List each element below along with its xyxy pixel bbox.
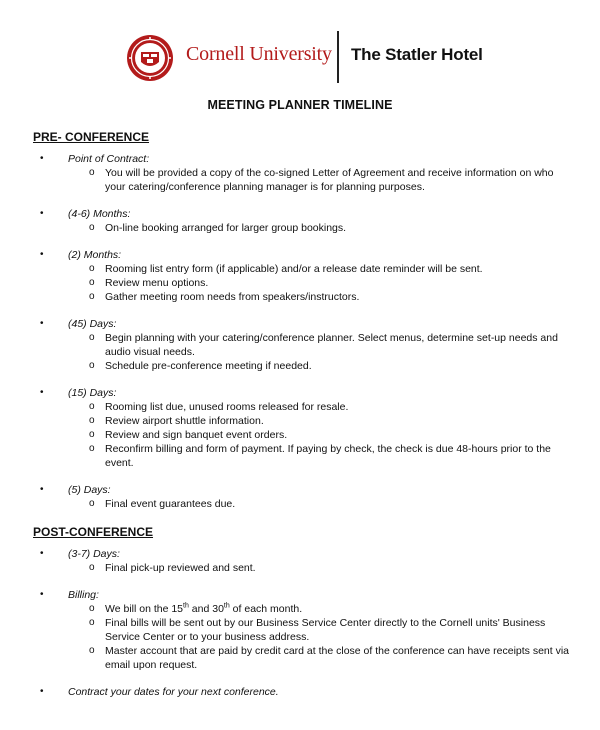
circle-bullet-icon: o [89, 562, 95, 573]
circle-bullet-icon: o [89, 401, 95, 412]
circle-bullet-icon: o [89, 167, 95, 178]
list-item [33, 616, 573, 644]
pre-conference-phases [33, 152, 573, 511]
list-item [33, 331, 573, 359]
bullet-icon: • [40, 548, 44, 559]
list-item-text: Final event guarantees due. [105, 498, 236, 510]
list-item [33, 221, 573, 235]
list-item [33, 400, 573, 414]
list-item [33, 262, 573, 276]
list-item-text: Final bills will be sent out by our Business Service Center directly to the Cornell units' Business Service Center or to your business address. [105, 617, 546, 643]
phase-items [33, 497, 573, 511]
list-item [33, 602, 573, 616]
phase-label [33, 685, 573, 699]
phase-items [33, 262, 573, 304]
post-conference-phases [33, 547, 573, 699]
timeline-phase [33, 588, 573, 672]
list-item [33, 276, 573, 290]
cornell-seal-icon [126, 34, 174, 82]
phase-items [33, 602, 573, 672]
list-item-text: Review airport shuttle information. [105, 415, 264, 427]
phase-label-text: (2) Months: [68, 249, 122, 261]
bullet-icon: • [40, 318, 44, 329]
list-item [33, 428, 573, 442]
timeline-phase [33, 317, 573, 373]
phase-items [33, 166, 573, 194]
circle-bullet-icon: o [89, 443, 95, 454]
phase-label [33, 152, 573, 166]
list-item-text: Gather meeting room needs from speakers/instructors. [105, 291, 360, 303]
circle-bullet-icon: o [89, 429, 95, 440]
phase-label-text: (5) Days: [68, 484, 111, 496]
list-item-text: Review and sign banquet event orders. [105, 429, 288, 441]
circle-bullet-icon: o [89, 222, 95, 233]
letterhead [0, 28, 600, 88]
pre-conference-heading: PRE- CONFERENCE [33, 130, 150, 144]
phase-label-text: (15) Days: [68, 387, 117, 399]
bullet-icon: • [40, 686, 44, 697]
ordinal-suffix: th [183, 602, 189, 610]
header-divider [337, 31, 339, 83]
list-item [33, 166, 573, 194]
list-item [33, 561, 573, 575]
phase-label-text: Contract your dates for your next conference. [68, 686, 279, 698]
list-item-text: Rooming list entry form (if applicable) and/or a release date reminder will be sent. [105, 263, 483, 275]
list-item [33, 290, 573, 304]
timeline-phase [33, 386, 573, 470]
circle-bullet-icon: o [89, 415, 95, 426]
phase-label-text: Point of Contract: [68, 153, 150, 165]
timeline-phase [33, 483, 573, 511]
list-item-text: You will be provided a copy of the co-signed Letter of Agreement and receive information on who your catering/conference planning manager is for planning purposes. [105, 167, 554, 193]
list-item-text: Review menu options. [105, 277, 209, 289]
list-item-text: of each month. [229, 603, 303, 615]
phase-items [33, 221, 573, 235]
phase-label [33, 483, 573, 497]
post-conference-heading: POST-CONFERENCE [33, 525, 154, 539]
circle-bullet-icon: o [89, 498, 95, 509]
circle-bullet-icon: o [89, 263, 95, 274]
bullet-icon: • [40, 208, 44, 219]
phase-items [33, 331, 573, 373]
circle-bullet-icon: o [89, 291, 95, 302]
phase-label [33, 547, 573, 561]
timeline-phase [33, 685, 573, 699]
university-name: Cornell University [186, 43, 332, 65]
list-item-text: Final pick-up reviewed and sent. [105, 562, 256, 574]
bullet-icon: • [40, 387, 44, 398]
list-item-text: Reconfirm billing and form of payment. If paying by check, the check is due 48-hours prior to the event. [105, 443, 551, 469]
list-item [33, 442, 573, 470]
list-item [33, 497, 573, 511]
phase-label-text: Billing: [68, 589, 99, 601]
phase-items [33, 561, 573, 575]
bullet-icon: • [40, 484, 44, 495]
list-item [33, 359, 573, 373]
phase-label-text: (4-6) Months: [68, 208, 131, 220]
phase-label [33, 317, 573, 331]
circle-bullet-icon: o [89, 332, 95, 343]
phase-label [33, 248, 573, 262]
phase-label [33, 588, 573, 602]
timeline-phase [33, 248, 573, 304]
list-item-text: Rooming list due, unused rooms released for resale. [105, 401, 349, 413]
list-item-text: Master account that are paid by credit card at the close of the conference can have receipts sent via email upon request. [105, 645, 570, 671]
hotel-name: The Statler Hotel [351, 45, 483, 64]
timeline-phase [33, 207, 573, 235]
circle-bullet-icon: o [89, 277, 95, 288]
phase-label-text: (45) Days: [68, 318, 117, 330]
circle-bullet-icon: o [89, 645, 95, 656]
list-item-text: Begin planning with your catering/conference planner. Select menus, determine set-up needs and audio visual needs. [105, 332, 558, 358]
phase-label [33, 207, 573, 221]
phase-label-text: (3-7) Days: [68, 548, 120, 560]
circle-bullet-icon: o [89, 603, 95, 614]
page-title: MEETING PLANNER TIMELINE [207, 98, 393, 112]
timeline-phase [33, 547, 573, 575]
list-item-text: On-line booking arranged for larger group bookings. [105, 222, 347, 234]
circle-bullet-icon: o [89, 360, 95, 371]
bullet-icon: • [40, 589, 44, 600]
timeline-phase [33, 152, 573, 194]
timeline [33, 130, 573, 712]
list-item [33, 644, 573, 672]
ordinal-suffix: th [223, 602, 230, 610]
bullet-icon: • [40, 153, 44, 164]
phase-items [33, 400, 573, 470]
phase-label [33, 386, 573, 400]
list-item-text: and 30 [188, 603, 224, 615]
list-item-text: Schedule pre-conference meeting if needed. [105, 360, 312, 372]
list-item-text: We bill on the 15 [105, 603, 184, 615]
circle-bullet-icon: o [89, 617, 95, 628]
bullet-icon: • [40, 249, 44, 260]
list-item [33, 414, 573, 428]
